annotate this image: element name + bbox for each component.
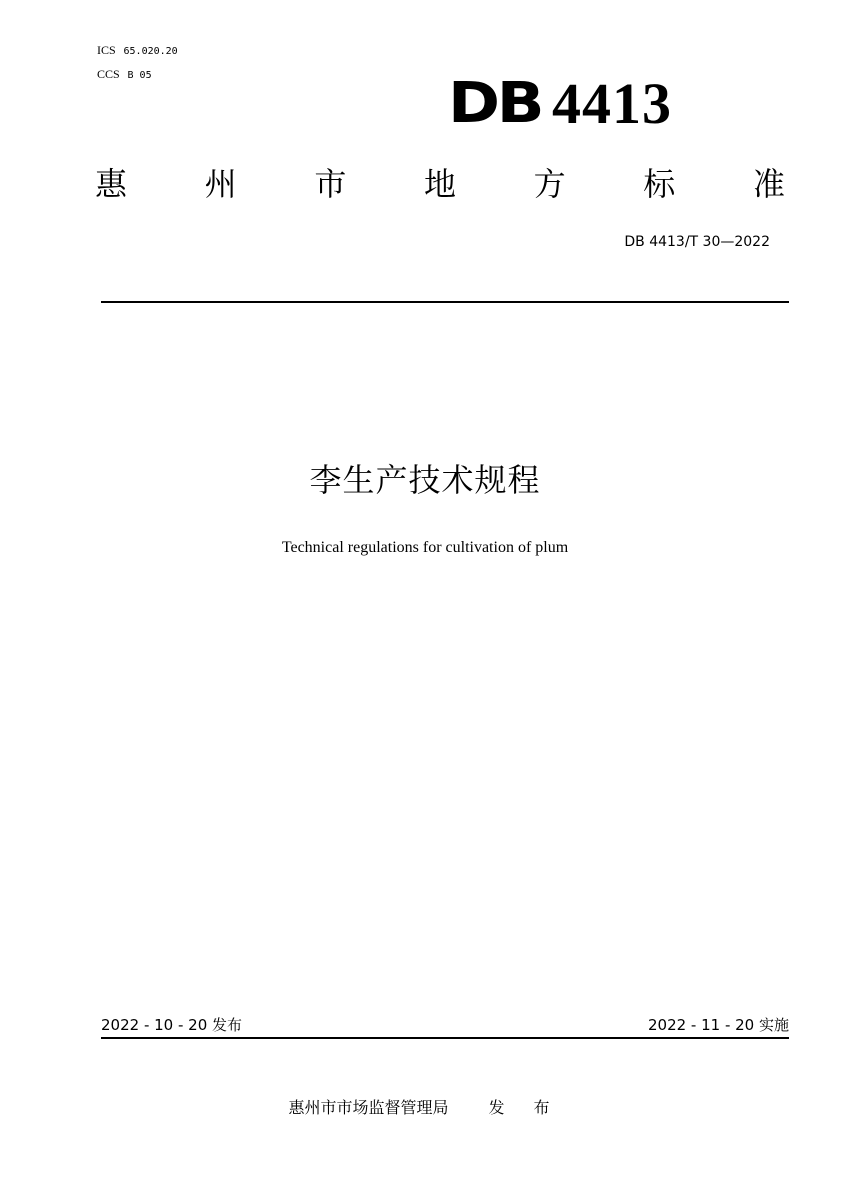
logo-number: 4413 [552, 71, 672, 136]
document-title-cn: 李生产技术规程 [309, 461, 541, 499]
publisher-line [0, 1096, 850, 1120]
ics-code [97, 42, 178, 60]
standard-type-char: 方 [533, 165, 566, 203]
standard-logo [448, 71, 672, 136]
publisher-name: 惠州市市场监督管理局 [288, 1098, 449, 1117]
ccs-code [97, 66, 152, 84]
standard-code: DB 4413/T 30—2022 [624, 234, 770, 250]
top-divider [101, 301, 789, 303]
issue-date: 2022 - 10 - 20 发布 [101, 1016, 243, 1034]
ccs-label: CCS [97, 67, 120, 81]
standard-type-char: 州 [204, 165, 237, 203]
standard-type-char: 市 [314, 165, 347, 203]
standard-type-char: 地 [423, 165, 456, 203]
bottom-divider [101, 1037, 789, 1039]
standard-type-char: 标 [643, 165, 676, 203]
ccs-value: B 05 [127, 70, 152, 81]
ics-label: ICS [97, 43, 116, 57]
standard-type-char: 惠 [95, 165, 128, 203]
standard-type-heading [95, 162, 785, 206]
publish-action: 发 布 [488, 1098, 562, 1117]
ics-value: 65.020.20 [123, 46, 178, 57]
standard-type-char: 准 [752, 165, 785, 203]
document-title-en: Technical regulations for cultivation of plum [281, 539, 569, 556]
implementation-date: 2022 - 11 - 20 实施 [647, 1016, 789, 1034]
logo-prefix: DB [448, 71, 542, 136]
